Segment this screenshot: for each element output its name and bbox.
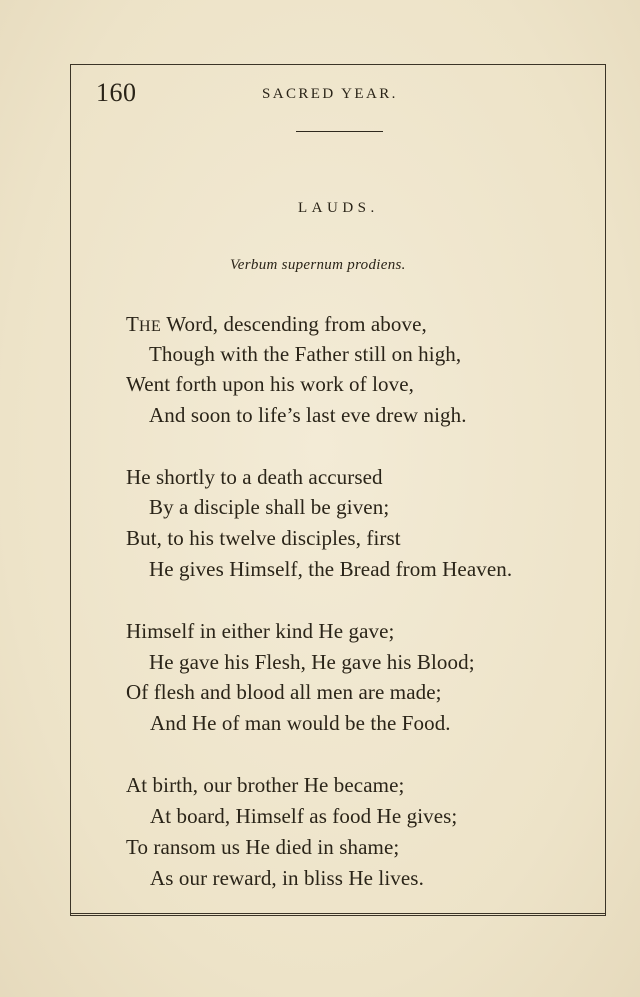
verse-line: Though with the Father still on high, xyxy=(149,342,462,366)
verse-line: But, to his twelve disciples, first xyxy=(126,526,401,550)
verse-line: Went forth upon his work of love, xyxy=(126,372,414,396)
hymn-title: LAUDS. xyxy=(298,200,379,216)
verse-line: He gave his Flesh, He gave his Blood; xyxy=(149,650,475,674)
page-border-bottom-rule xyxy=(70,913,606,914)
verse-line: To ransom us He died in shame; xyxy=(126,835,400,859)
verse-line xyxy=(126,312,427,337)
first-word-small-caps: HE xyxy=(138,318,162,335)
verse-line: Of flesh and blood all men are made; xyxy=(126,680,442,704)
verse-line-rest: Word, descending from above, xyxy=(161,312,427,336)
verse-line: By a disciple shall be given; xyxy=(149,495,390,519)
running-head: SACRED YEAR. xyxy=(262,86,398,102)
hymn-incipit: Verbum supernum prodiens. xyxy=(230,257,406,273)
verse-line: At birth, our brother He became; xyxy=(126,773,405,797)
first-letter: T xyxy=(126,312,139,336)
verse-line: And He of man would be the Food. xyxy=(150,711,451,735)
verse-line: As our reward, in bliss He lives. xyxy=(150,866,424,890)
verse-line: He gives Himself, the Bread from Heaven. xyxy=(149,557,513,581)
verse-line: Himself in either kind He gave; xyxy=(126,619,395,643)
verse-line: At board, Himself as food He gives; xyxy=(150,804,458,828)
verse-line: He shortly to a death accursed xyxy=(126,465,383,489)
page-number: 160 xyxy=(96,78,137,107)
header-rule xyxy=(296,131,383,132)
verse-line: And soon to life’s last eve drew nigh. xyxy=(149,403,467,427)
